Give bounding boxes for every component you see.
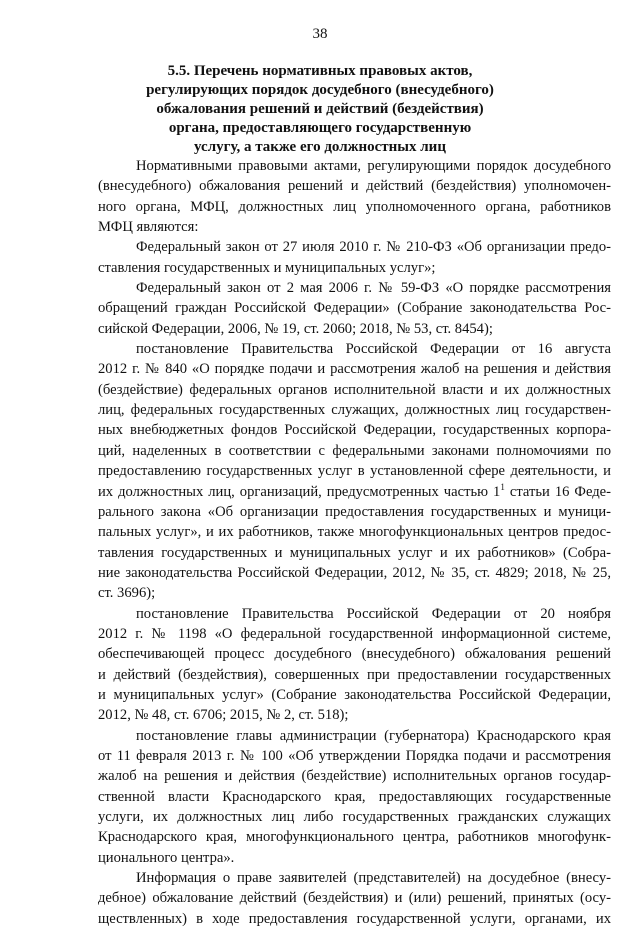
text-line: постановление главы администрации (губернатора) Краснодарского края bbox=[136, 727, 611, 744]
text-line: пальных услуг», и их работников, также многофункциональных центров предос- bbox=[98, 524, 611, 541]
text-line: и действий (бездействия), совершенных при предоставлении государственных bbox=[98, 666, 611, 683]
text-line: Федеральный закон от 2 мая 2006 г. № 59-ФЗ «О порядке рассмотрения bbox=[136, 280, 611, 297]
text-line: (внесудебного) обжалования решений и действий (бездействия) уполномочен- bbox=[98, 178, 611, 195]
text-line: Информация о праве заявителей (представителей) на досудебное (внесу- bbox=[136, 870, 611, 887]
text-line: ных внебюджетных фондов Российской Федерации, государственных корпора- bbox=[98, 422, 611, 439]
footnote-mark: 1 bbox=[500, 481, 505, 492]
page-number: 38 bbox=[312, 26, 328, 42]
heading-line: регулирующих порядок досудебного (внесудебного) bbox=[146, 82, 494, 98]
text-line: лиц, федеральных государственных служащих, должностных лиц государствен- bbox=[98, 402, 611, 419]
text-line: 2012, № 48, ст. 6706; 2015, № 2, ст. 518); bbox=[98, 707, 349, 724]
text-line: 2012 г. № 840 «О порядке подачи и рассмотрения жалоб на решения и действия bbox=[98, 361, 611, 378]
text-line: и муниципальных услуг» (Собрание законодательства Российской Федерации, bbox=[98, 686, 611, 703]
heading-line: органа, предоставляющего государственную bbox=[168, 120, 472, 136]
text-line: жалоб на решения и действия (бездействие) исполнительных органов государ- bbox=[98, 768, 611, 785]
text-line: ций, наделенных в соответствии с федеральными законами полномочиями по bbox=[98, 442, 611, 459]
text-line: обеспечивающей процесс досудебного (внесудебного) обжалования решений bbox=[98, 646, 611, 663]
text-line: ственной власти Краснодарского края, предоставляющих государственные bbox=[98, 788, 611, 805]
text-line: сийской Федерации, 2006, № 19, ст. 2060; 2018, № 53, ст. 8454); bbox=[98, 320, 493, 337]
text-line: от 11 февраля 2013 г. № 100 «Об утверждении Порядка подачи и рассмотрения bbox=[98, 747, 611, 764]
text-line-end: статьи 16 Феде- bbox=[509, 483, 611, 500]
paragraph-intro bbox=[98, 156, 611, 237]
text-line: постановление Правительства Российской Федерации от 16 августа bbox=[136, 341, 611, 358]
paragraph-law-210 bbox=[98, 237, 611, 278]
paragraph-decree-840 bbox=[98, 339, 611, 603]
text-line: ние законодательства Российской Федерации, 2012, № 35, ст. 4829; 2018, № 25, bbox=[98, 564, 611, 581]
paragraph-appeal-info bbox=[98, 868, 611, 929]
text-line: тавления государственных и муниципальных услуг и их работников» (Собра- bbox=[98, 544, 611, 561]
heading-line: услугу, а также его должностных лиц bbox=[194, 139, 446, 155]
text-line: МФЦ являются: bbox=[98, 219, 199, 236]
text-line: обращений граждан Российской Федерации» (Собрание законодательства Рос- bbox=[98, 300, 611, 317]
section-heading bbox=[100, 62, 540, 157]
text-line: 2012 г. № 1198 «О федеральной государственной информационной системе, bbox=[98, 625, 611, 642]
text-line: (бездействие) федеральных органов исполнительной власти и их должностных bbox=[98, 381, 611, 398]
text-line: постановление Правительства Российской Федерации от 20 ноября bbox=[136, 605, 611, 622]
text-line: рального закона «Об организации предоставления государственных и муници- bbox=[98, 503, 611, 520]
text-line: ставления государственных и муниципальных услуг»; bbox=[98, 259, 436, 276]
text-line: ционального центра». bbox=[98, 849, 235, 866]
text-line: услуги, их должностных лиц либо государственных гражданских служащих bbox=[98, 809, 611, 825]
paragraph-decree-1198 bbox=[98, 604, 611, 726]
text-line-with-footnote bbox=[98, 482, 611, 502]
paragraph-law-59 bbox=[98, 278, 611, 339]
text-line: Краснодарского края, многофункционального центра, работников многофунк- bbox=[98, 829, 611, 846]
heading-line: 5.5. Перечень нормативных правовых актов, bbox=[167, 63, 473, 79]
document-body bbox=[98, 156, 611, 929]
text-line: ществленных) в ходе предоставления государственной услуги, органами, их bbox=[98, 910, 611, 927]
text-line: ст. 3696); bbox=[98, 585, 156, 602]
text-line: Нормативными правовыми актами, регулирующими порядок досудебного bbox=[136, 158, 611, 174]
text-line: предоставлению государственных услуг в установленной сфере деятельности, и bbox=[98, 463, 611, 480]
text-line: ного органа, МФЦ, должностных лиц уполномоченного органа, работников bbox=[98, 198, 611, 215]
text-line: Федеральный закон от 27 июля 2010 г. № 210-ФЗ «Об организации предо- bbox=[136, 239, 611, 256]
heading-line: обжалования решений и действий (бездействия) bbox=[156, 101, 484, 117]
text-line-start: их должностных лиц, организаций, предусмотренных частью 1 bbox=[98, 483, 501, 500]
text-line: дебное) обжалование действий (бездействия) и (или) решений, принятых (осу- bbox=[98, 890, 611, 907]
paragraph-decree-100 bbox=[98, 726, 611, 868]
